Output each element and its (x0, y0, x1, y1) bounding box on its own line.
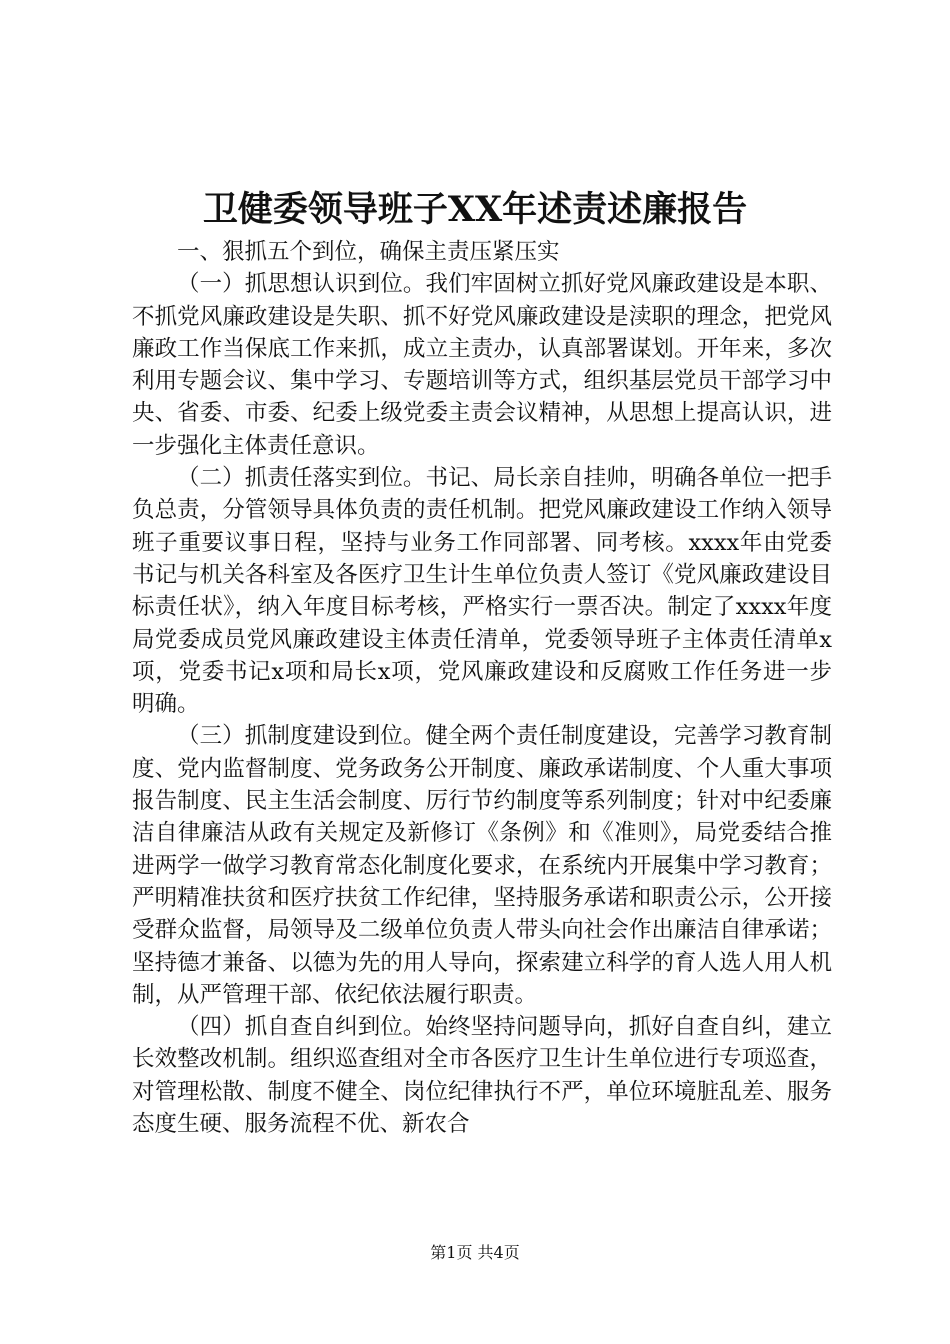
paragraph-4: （四）抓自查自纠到位。始终坚持问题导向，抓好自查自纠，建立长效整改机制。组织巡查组对全市各医疗卫生计生单位进行专项巡查，对管理松散、制度不健全、岗位纪律执行不严，单位环境脏乱差、服务态度生硬、服务流程不优、新农合 (132, 1014, 832, 1138)
section-heading: 一、狠抓五个到位，确保主责压紧压实 (177, 239, 560, 265)
document-title: 卫健委领导班子XX年述责述廉报告 (202, 189, 748, 230)
paragraph-3: （三）抓制度建设到位。健全两个责任制度建设，完善学习教育制度、党内监督制度、党务政务公开制度、廉政承诺制度、个人重大事项报告制度、民主生活会制度、厉行节约制度等系列制度；针对中纪委廉洁自律廉洁从政有关规定及新修订《条例》和《准则》，局党委结合推进两学一做学习教育常态化制度化要求，在系统内开展集中学习教育；严明精准扶贫和医疗扶贫工作纪律，坚持服务承诺和职责公示，公开接受群众监督，局领导及二级单位负责人带头向社会作出廉洁自律承诺；坚持德才兼备、以德为先的用人导向，探索建立科学的育人选人用人机制，从严管理干部、依纪依法履行职责。 (132, 723, 832, 1008)
paragraph-2: （二）抓责任落实到位。书记、局长亲自挂帅，明确各单位一把手负总责，分管领导具体负责的责任机制。把党风廉政建设工作纳入领导班子重要议事日程，坚持与业务工作同部署、同考核。xxxx年由党委书记与机关各科室及各医疗卫生计生单位负责人签订《党风廉政建设目标责任状》，纳入年度目标考核，严格实行一票否决。制定了xxxx年度局党委成员党风廉政建设主体责任清单，党委领导班子主体责任清单x项，党委书记x项和局长x项，党风廉政建设和反腐败工作任务进一步明确。 (132, 465, 832, 718)
paragraph-1: （一）抓思想认识到位。我们牢固树立抓好党风廉政建设是本职、不抓党风廉政建设是失职、抓不好党风廉政建设是渎职的理念，把党风廉政工作当保底工作来抓，成立主责办，认真部署谋划。开年来，多次利用专题会议、集中学习、专题培训等方式，组织基层党员干部学习中央、省委、市委、纪委上级党委主责会议精神，从思想上提高认识，进一步强化主体责任意识。 (132, 271, 832, 459)
document-body (132, 236, 832, 1140)
page-footer: 第1页 共4页 (430, 1243, 520, 1262)
